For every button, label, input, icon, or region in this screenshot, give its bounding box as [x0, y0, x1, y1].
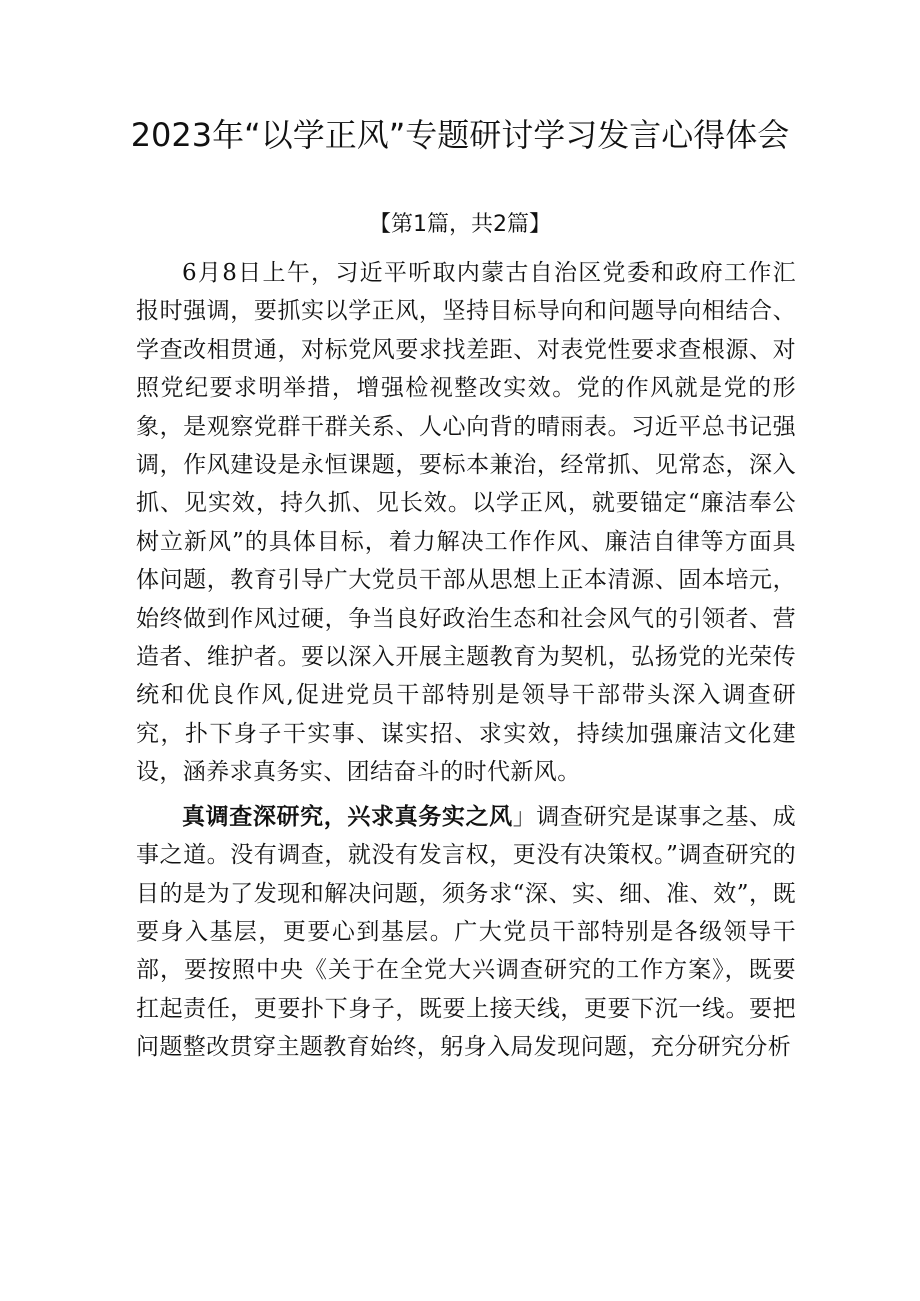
document-body: [136, 254, 796, 1067]
paragraph-1-text: 6月8日上午，习近平听取内蒙古自治区党委和政府工作汇报时强调，要抓实以学正风，坚持目标导向和问题导向相结合、学查改相贯通，对标党风要求找差距、对表党性要求查根源、对照党纪要求明举措，增强检视整改实效。党的作风就是党的形象，是观察党群干群关系、人心向背的晴雨表。习近平总书记强调，作风建设是永恒课题，要标本兼治，经常抓、见常态，深入抓、见实效，持久抓、见长效。以学正风，就要锚定“廉洁奉公树立新风”的具体目标，着力解决工作作风、廉洁自律等方面具体问题，教育引导广大党员干部从思想上正本清源、固本培元，始终做到作风过硬，争当良好政治生态和社会风气的引领者、营造者、维护者。要以深入开展主题教育为契机，弘扬党的光荣传统和优良作风,促进党员干部特别是领导干部带头深入调查研究，扑下身子干实事、谋实招、求实效，持续加强廉洁文化建设，涵养求真务实、团结奋斗的时代新风。: [136, 260, 796, 786]
paragraph-2-text: 」调查研究是谋事之基、成事之道。没有调查，就没有发言权，更没有决策权。”调查研究的目的是为了发现和解决问题，须务求“深、实、细、准、效”，既要身入基层，更要心到基层。广大党员干部特别是各级领导干部，要按照中央《关于在全党大兴调查研究的工作方案》，既要扛起责任，更要扑下身子，既要上接天线，更要下沉一线。要把问题整改贯穿主题教育始终，躬身入局发现问题，充分研究分析: [136, 803, 796, 1061]
part-indicator: 【第1篇，共2篇】: [369, 212, 551, 237]
paragraph-2: [136, 798, 796, 1067]
paragraph-2-heading: 真调查深研究，兴求真务实之风: [182, 803, 513, 830]
paragraph-1: [136, 254, 796, 792]
document-title: 2023年“以学正风”专题研讨学习发言心得体会: [130, 116, 790, 154]
